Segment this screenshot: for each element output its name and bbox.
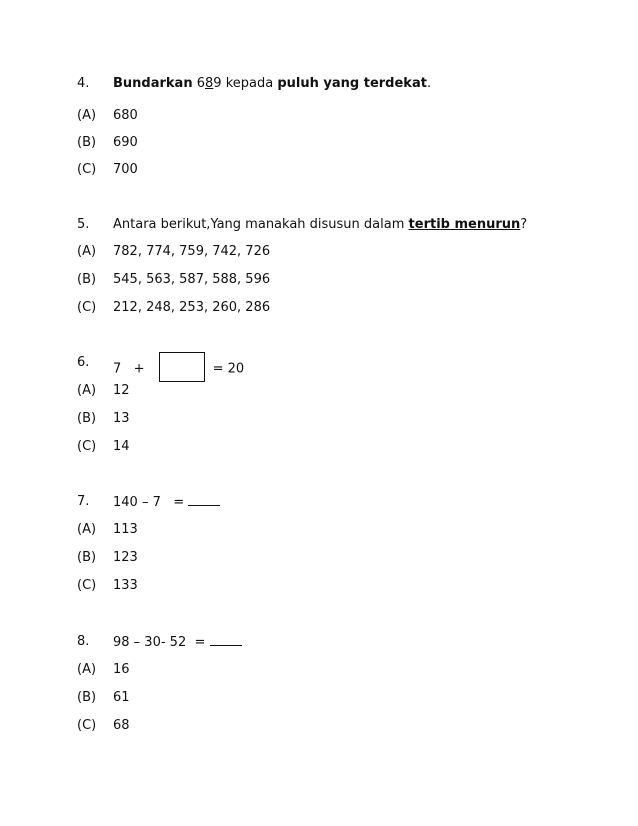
stem-text: 140 – 7 = xyxy=(113,495,185,510)
answer-box xyxy=(159,352,205,382)
stem-bold-text: puluh yang terdekat xyxy=(277,76,427,91)
option-text: 700 xyxy=(113,162,138,177)
option-label: (C) xyxy=(77,578,97,593)
option-text: 16 xyxy=(113,662,130,677)
option-text: 545, 563, 587, 588, 596 xyxy=(113,272,271,287)
option-label: (B) xyxy=(77,550,97,565)
option-text: 68 xyxy=(113,718,130,733)
option-label: (B) xyxy=(77,411,97,426)
option-label: (A) xyxy=(77,522,97,537)
stem-number: 689 xyxy=(196,76,222,91)
option-text: 113 xyxy=(113,522,138,537)
option-text: 690 xyxy=(113,135,138,150)
option-label: (C) xyxy=(77,718,97,733)
option-label: (A) xyxy=(77,108,97,123)
question-stem xyxy=(113,75,431,93)
option-label: (A) xyxy=(77,244,97,259)
stem-text: kepada xyxy=(225,76,274,91)
question-number: 6. xyxy=(77,355,90,370)
question-number: 4. xyxy=(77,76,90,91)
stem-right: = 20 xyxy=(212,361,245,377)
answer-blank xyxy=(188,493,220,506)
question-stem xyxy=(113,354,244,384)
question-stem xyxy=(113,493,220,512)
stem-left: 7 + xyxy=(113,361,145,377)
stem-end: ? xyxy=(520,217,528,232)
answer-blank xyxy=(210,633,242,646)
stem-emphasis: tertib menurun xyxy=(408,217,521,232)
option-label: (C) xyxy=(77,162,97,177)
option-text: 14 xyxy=(113,439,130,454)
option-text: 782, 774, 759, 742, 726 xyxy=(113,244,271,259)
option-label: (C) xyxy=(77,300,97,315)
question-number: 5. xyxy=(77,217,90,232)
option-label: (B) xyxy=(77,272,97,287)
option-text: 680 xyxy=(113,108,138,123)
underlined-digit: 8 xyxy=(205,76,214,91)
option-label: (B) xyxy=(77,690,97,705)
option-text: 13 xyxy=(113,411,130,426)
question-number: 8. xyxy=(77,634,90,649)
option-text: 212, 248, 253, 260, 286 xyxy=(113,300,271,315)
option-label: (A) xyxy=(77,383,97,398)
option-label: (A) xyxy=(77,662,97,677)
option-text: 133 xyxy=(113,578,138,593)
stem-bold-text: Bundarkan xyxy=(113,76,193,91)
option-text: 61 xyxy=(113,690,130,705)
stem-end: . xyxy=(426,76,432,91)
option-label: (B) xyxy=(77,135,97,150)
question-stem xyxy=(113,216,527,234)
question-stem xyxy=(113,633,242,652)
option-label: (C) xyxy=(77,439,97,454)
stem-text: Antara berikut,Yang manakah disusun dalam xyxy=(113,217,405,232)
stem-text: 98 – 30- 52 = xyxy=(113,635,206,650)
option-text: 123 xyxy=(113,550,138,565)
option-text: 12 xyxy=(113,383,130,398)
question-number: 7. xyxy=(77,494,90,509)
